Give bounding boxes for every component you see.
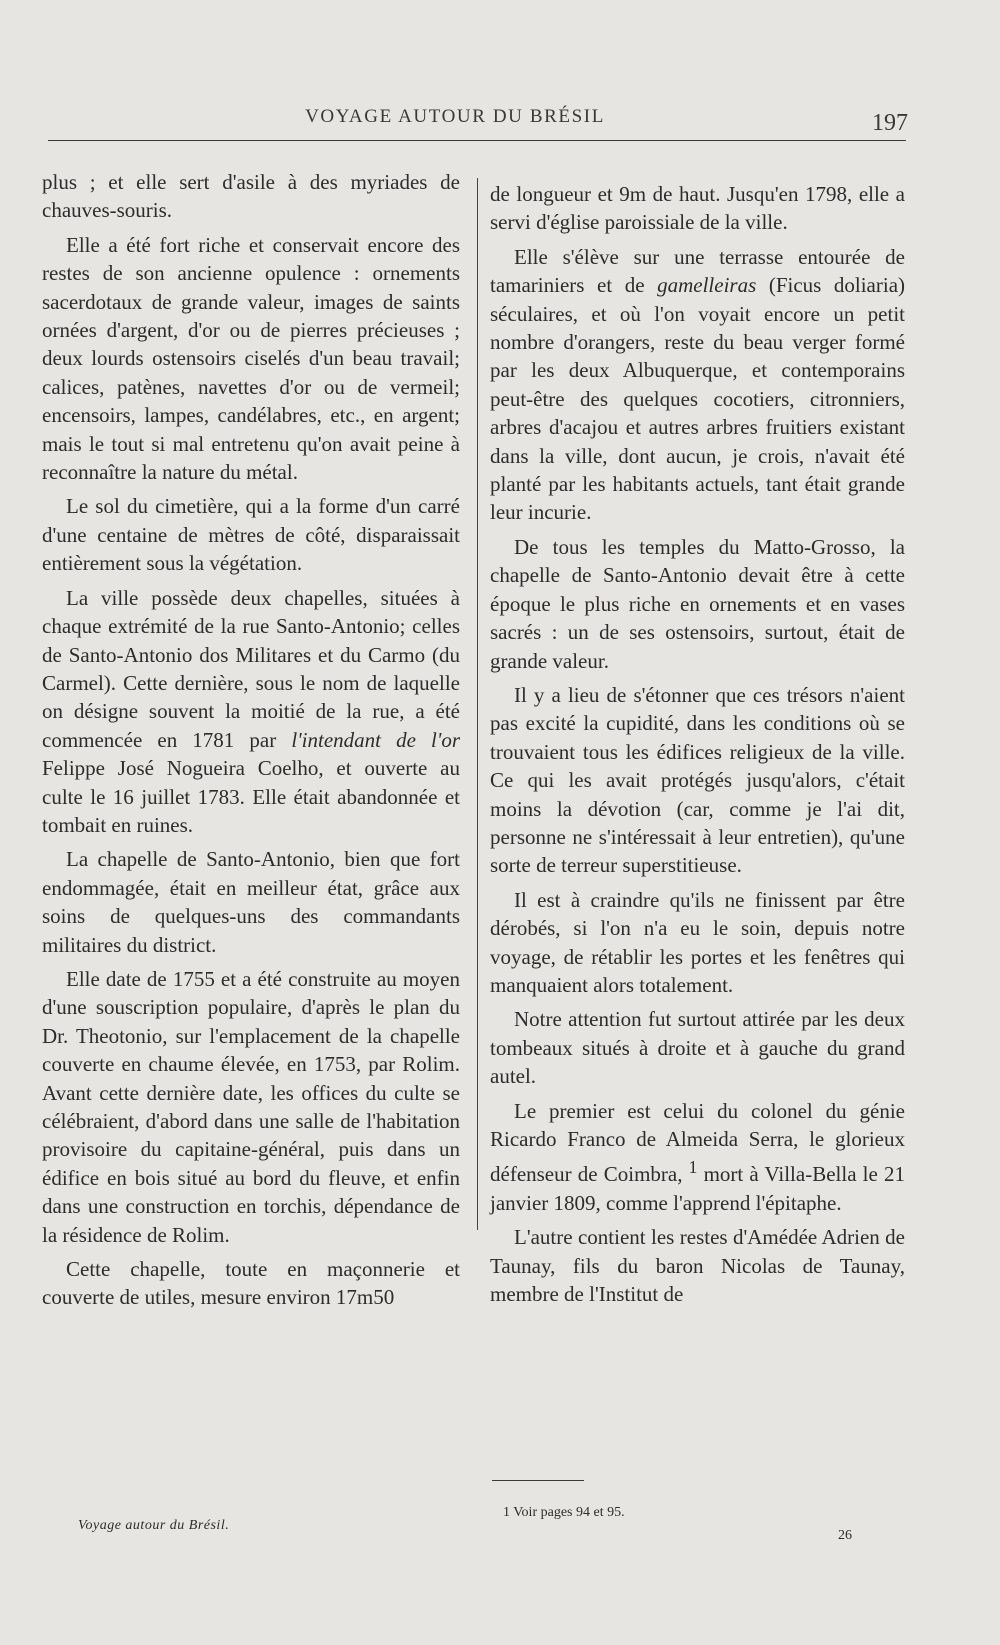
footnote-marker[interactable]: 1: [688, 1157, 698, 1178]
left-column: [42, 168, 460, 1318]
italic-phrase: l'intendant de l'or: [291, 727, 460, 752]
paragraph: La chapelle de Santo-Antonio, bien que fort endommagée, était en meilleur état, grâce aux soins de quelques-uns des commandants militaires du district.: [42, 847, 460, 957]
text-run: mort à Villa-Bella le 21 janvier 1809, comme l'apprend l'épitaphe.: [490, 1162, 905, 1215]
paragraph: Il est à craindre qu'ils ne finissent par être dérobés, si l'on n'a eu le soin, depuis notre voyage, de rétablir les portes et les fenêtres qui manquaient alors totalement.: [490, 887, 905, 997]
column-separator: [477, 178, 478, 1230]
text-run: La ville possède deux chapelles, situées à chaque extrémité de la rue Santo-Antonio; celles de Santo-Antonio dos Militares et du Carmo (du Carmel). Cette dernière, sous le nom de laquelle on désigne souvent la moitié de la rue, a été commencée en 1781 par: [42, 585, 460, 752]
italic-term: gamelleiras: [657, 273, 757, 298]
paragraph: L'autre contient les restes d'Amédée Adrien de Taunay, fils du baron Nicolas de Taunay, membre de l'Institut de: [490, 1225, 905, 1307]
page-number: 197: [872, 110, 908, 136]
paragraph: Le sol du cimetière, qui a la forme d'un carré d'une centaine de mètres de côté, disparaissait entièrement sous la végétation.: [42, 494, 460, 576]
sheet-number: 26: [838, 1528, 852, 1543]
header-rule: [48, 140, 906, 141]
paragraph: de longueur et 9m de haut. Jusqu'en 1798, elle a servi d'église paroissiale de la ville.: [490, 182, 905, 235]
paragraph: [42, 584, 460, 840]
paragraph: Il y a lieu de s'étonner que ces trésors n'aient pas excité la cupidité, dans les conditions où se trouvaient tous les édifices religieux de la ville. Ce qui les avait protégés jusqu'alors, c'était moins la dévotion (car, comme je l'ai dit, personne ne s'intéressait à leur entretien), qu'une sorte de terreur superstitieuse.: [490, 682, 905, 878]
paragraph: [490, 243, 905, 527]
paragraph: Elle date de 1755 et a été construite au moyen d'une souscription populaire, d'après le plan du Dr. Theotonio, sur l'emplacement de la chapelle couverte en chaume élevée, en 1753, par Rolim. Avant cette dernière date, les offices du culte se célébraient, d'abord dans une salle de l'habitation provisoire du capitaine-général, puis dans un édifice en bois situé au bord du fleuve, et enfin dans une construction en torchis, dépendance de la résidence de Rolim.: [42, 966, 460, 1247]
signature-line: Voyage autour du Brésil.: [78, 1518, 230, 1533]
text-run: Elle s'élève sur une terrasse entourée de tamariniers et de: [490, 244, 905, 298]
text-run: Felippe José Nogueira Coelho, et ouverte au culte le 16 juillet 1783. Elle était abandonnée et tombait en ruines.: [42, 756, 460, 837]
text-run: Le premier est celui du colonel du génie Ricardo Franco de Almeida Serra, le glorieux défenseur de Coimbra,: [490, 1098, 905, 1187]
paragraph: De tous les temples du Matto-Grosso, la chapelle de Santo-Antonio devait être à cette époque le plus riche en ornements et en vases sacrés : un de ses ostensoirs, surtout, était de grande valeur.: [490, 534, 905, 673]
right-column: [490, 180, 905, 1314]
footnote-rule: [492, 1480, 584, 1481]
paragraph: Notre attention fut surtout attirée par les deux tombeaux situés à droite et à gauche du grand autel.: [490, 1007, 905, 1089]
paragraph: Cette chapelle, toute en maçonnerie et couverte de utiles, mesure environ 17m50: [42, 1257, 460, 1310]
paragraph: Elle a été fort riche et conservait encore des restes de son ancienne opulence : ornements sacerdotaux de grande valeur, images de saints ornées d'argent, d'or ou de pierres précieuses ; deux lourds ostensoirs ciselés d'un beau travail; calices, patènes, navettes d'or ou de vermeil; encensoirs, lampes, candélabres, etc., en argent; mais le tout si mal entretenu qu'on avait peine à reconnaître la nature du métal.: [42, 232, 460, 485]
text-run: (Ficus doliaria) séculaires, et où l'on voyait encore un petit nombre d'orangers, reste du beau verger formé par les deux Albuquerque, et contemporains peut-être des quelques cocotiers, citronniers, arbres d'acajou et autres arbres fruitiers existant dans la ville, dont aucun, je crois, n'avait été planté par les habitants actuels, tant était grande leur incurie.: [490, 273, 906, 525]
running-head: VOYAGE AUTOUR DU BRÉSIL: [305, 106, 605, 127]
paragraph: [490, 1097, 905, 1218]
paragraph: plus ; et elle sert d'asile à des myriades de chauves-souris.: [42, 170, 460, 223]
footnote: 1 Voir pages 94 et 95.: [503, 1505, 625, 1520]
